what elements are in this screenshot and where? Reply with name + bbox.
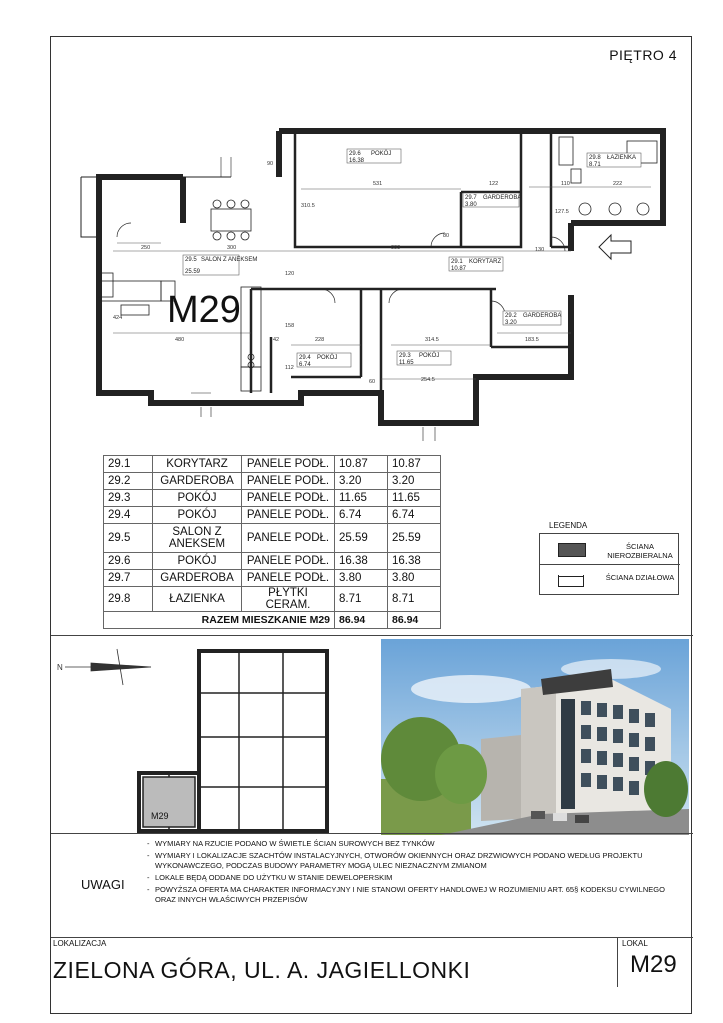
floor-finish-cell: PANELE PODŁ. (242, 490, 335, 507)
dimension-label: 120 (285, 271, 295, 277)
room-number-cell: 29.8 (104, 587, 153, 612)
room-label-29-6 (347, 149, 401, 164)
dimension-label: 228 (315, 337, 325, 343)
dimension-label: 300 (227, 245, 237, 251)
dimension-label: 122 (489, 181, 499, 187)
usable-area-cell: 3.20 (388, 473, 441, 490)
section-divider (51, 937, 693, 938)
total-usable-area-cell: 86.94 (388, 612, 441, 629)
dimension-label: 883 (391, 245, 401, 251)
floor-finish-cell: PANELE PODŁ. (242, 473, 335, 490)
floor-finish-cell: PANELE PODŁ. (242, 524, 335, 553)
entrance-arrow-icon (599, 235, 631, 259)
balcony (81, 177, 231, 237)
room-id: 29.1 (451, 259, 463, 265)
table-total-row (104, 612, 441, 629)
partition-wall-swatch-icon (558, 576, 584, 587)
dimension-label: 60 (369, 379, 376, 385)
room-name: POKÓJ (371, 151, 392, 157)
dimension-label: 112 (285, 365, 294, 371)
note-item: - POWYŻSZA OFERTA MA CHARAKTER INFORMACYJNY I NIE STANOWI OFERTY HANDLOWEJ W ROZUMIENIU ART. 65§ KODEKSU CYWILNEGO ORAZ INNYCH WŁAŚCIWYCH PRZEPISÓW (147, 885, 687, 905)
room-area: 8.71 (589, 162, 601, 168)
legend-item-bearing-wall (540, 534, 680, 565)
note-item: - WYMIARY I LOKALIZACJE SZACHTÓW INSTALACYJNYCH, OTWORÓW OKIENNYCH ORAZ DRZWIOWYCH PODANO WEDŁUG PROJEKTU WYKONAWCZEGO, PODCZAS BUDOWY PARAMETRY MOGĄ ULEC NIEZNACZNYM ZMIANOM (147, 851, 687, 871)
dimension-label: 310.5 (301, 203, 315, 209)
table-row (104, 507, 441, 524)
room-id: 29.5 (185, 257, 197, 263)
room-id: 29.8 (589, 155, 601, 161)
unit-code: M29 (630, 951, 677, 978)
building-render-image (381, 639, 689, 835)
usable-area-cell: 11.65 (388, 490, 441, 507)
dimension-label: 250 (141, 245, 151, 251)
room-name-cell: POKÓJ (153, 553, 242, 570)
legend-title: LEGENDA (549, 521, 588, 530)
room-name-cell: POKÓJ (153, 490, 242, 507)
room-name-cell: ŁAZIENKA (153, 587, 242, 612)
room-label-29-1 (449, 257, 503, 272)
floor-finish-cell: PANELE PODŁ. (242, 553, 335, 570)
room-name: SALON Z ANEKSEM (201, 257, 258, 263)
unit-name-on-plan: M29 (167, 289, 241, 331)
total-area-cell: 86.94 (335, 612, 388, 629)
dimension-label: 424 (113, 315, 123, 321)
notes-title: UWAGI (81, 877, 125, 892)
area-cell: 3.20 (335, 473, 388, 490)
usable-area-cell: 6.74 (388, 507, 441, 524)
area-cell: 8.71 (335, 587, 388, 612)
room-name: ŁAZIENKA (607, 155, 637, 161)
dimension-label: 130 (535, 247, 545, 253)
notes-list (147, 839, 687, 907)
room-id: 29.3 (399, 353, 411, 359)
key-plan-unit-label: M29 (151, 811, 169, 821)
section-divider (51, 635, 693, 636)
bearing-wall-swatch-icon (558, 543, 586, 557)
north-letter: N (57, 663, 63, 672)
dimension-label: 80 (443, 233, 450, 239)
area-cell: 11.65 (335, 490, 388, 507)
room-label-29-7 (463, 193, 521, 208)
floor-plan (51, 37, 693, 447)
room-name: POKÓJ (419, 353, 440, 359)
dimension-label: 183.5 (525, 337, 539, 343)
room-name-cell: GARDEROBA (153, 473, 242, 490)
address: ZIELONA GÓRA, UL. A. JAGIELLONKI (53, 957, 471, 983)
room-label-29-3 (397, 351, 451, 366)
table-row (104, 570, 441, 587)
table-row (104, 456, 441, 473)
area-cell: 25.59 (335, 524, 388, 553)
room-number-cell: 29.7 (104, 570, 153, 587)
room-number-cell: 29.6 (104, 553, 153, 570)
room-name: GARDEROBA (483, 195, 522, 201)
usable-area-cell: 16.38 (388, 553, 441, 570)
room-number-cell: 29.5 (104, 524, 153, 553)
room-id: 29.7 (465, 195, 477, 201)
total-label-cell: RAZEM MIESZKANIE M29 (104, 612, 335, 629)
floor-finish-cell: PANELE PODŁ. (242, 570, 335, 587)
usable-area-cell: 10.87 (388, 456, 441, 473)
note-item: - WYMIARY NA RZUCIE PODANO W ŚWIETLE ŚCIAN SUROWYCH BEZ TYNKÓW (147, 839, 687, 849)
room-name-cell: GARDEROBA (153, 570, 242, 587)
table-row (104, 553, 441, 570)
floor-finish-cell: PANELE PODŁ. (242, 456, 335, 473)
room-area: 3.20 (505, 320, 517, 326)
area-cell: 3.80 (335, 570, 388, 587)
unit-box-label: LOKAL (622, 939, 648, 948)
location-label: LOKALIZACJA (53, 939, 107, 948)
floor-label: PIĘTRO 4 (609, 47, 677, 63)
room-area: 3.80 (465, 202, 477, 208)
room-name: KORYTARZ (469, 259, 502, 265)
dimension-label: 254.5 (421, 377, 435, 383)
usable-area-cell: 3.80 (388, 570, 441, 587)
legend-item-label: ŚCIANA DZIAŁOWA (605, 573, 675, 582)
room-label-29-5 (183, 255, 257, 275)
document-sheet (50, 36, 692, 1014)
legend-item-label: ŚCIANA NIEROZBIERALNA (607, 542, 673, 560)
dimension-label: 42 (273, 337, 280, 343)
room-name: POKÓJ (317, 355, 338, 361)
room-area-table (103, 455, 441, 629)
table-row (104, 473, 441, 490)
dimension-label: 222 (613, 181, 623, 187)
floor-finish-cell: PŁYTKI CERAM. (242, 587, 335, 612)
room-number-cell: 29.4 (104, 507, 153, 524)
table-row (104, 587, 441, 612)
floor-finish-cell: PANELE PODŁ. (242, 507, 335, 524)
note-item: - LOKALE BĘDĄ ODDANE DO UŻYTKU W STANIE DEWELOPERSKIM (147, 873, 687, 883)
room-id: 29.2 (505, 313, 517, 319)
room-label-29-2 (503, 311, 561, 326)
usable-area-cell: 8.71 (388, 587, 441, 612)
north-arrow-icon (57, 649, 151, 685)
section-divider (51, 833, 693, 834)
room-area: 16.38 (349, 158, 365, 164)
room-label-29-8 (587, 153, 641, 168)
room-name-cell: POKÓJ (153, 507, 242, 524)
area-cell: 6.74 (335, 507, 388, 524)
room-area: 10.87 (451, 266, 467, 272)
dimension-label: 158 (285, 323, 295, 329)
key-plan (51, 637, 381, 833)
unit-box (617, 937, 694, 987)
room-area: 11.65 (399, 360, 414, 366)
dimension-label: 110 (561, 181, 570, 187)
room-number-cell: 29.3 (104, 490, 153, 507)
room-number-cell: 29.1 (104, 456, 153, 473)
room-area: 25.59 (185, 269, 201, 275)
legend-item-partition-wall (540, 565, 680, 596)
area-cell: 10.87 (335, 456, 388, 473)
usable-area-cell: 25.59 (388, 524, 441, 553)
dimension-label: 127.5 (555, 209, 569, 215)
dimension-label: 314.5 (425, 337, 439, 343)
table-row (104, 490, 441, 507)
room-id: 29.4 (299, 355, 311, 361)
table-row (104, 524, 441, 553)
dimension-label: 90 (267, 161, 274, 167)
legend (539, 533, 679, 595)
room-name: GARDEROBA (523, 313, 562, 319)
room-area: 6.74 (299, 362, 311, 368)
dimension-label: 531 (373, 181, 383, 187)
room-id: 29.6 (349, 151, 361, 157)
dimension-label: 480 (175, 337, 185, 343)
area-cell: 16.38 (335, 553, 388, 570)
room-number-cell: 29.2 (104, 473, 153, 490)
room-name-cell: SALON Z ANEKSEM (153, 524, 242, 553)
room-name-cell: KORYTARZ (153, 456, 242, 473)
room-label-29-4 (297, 353, 351, 368)
